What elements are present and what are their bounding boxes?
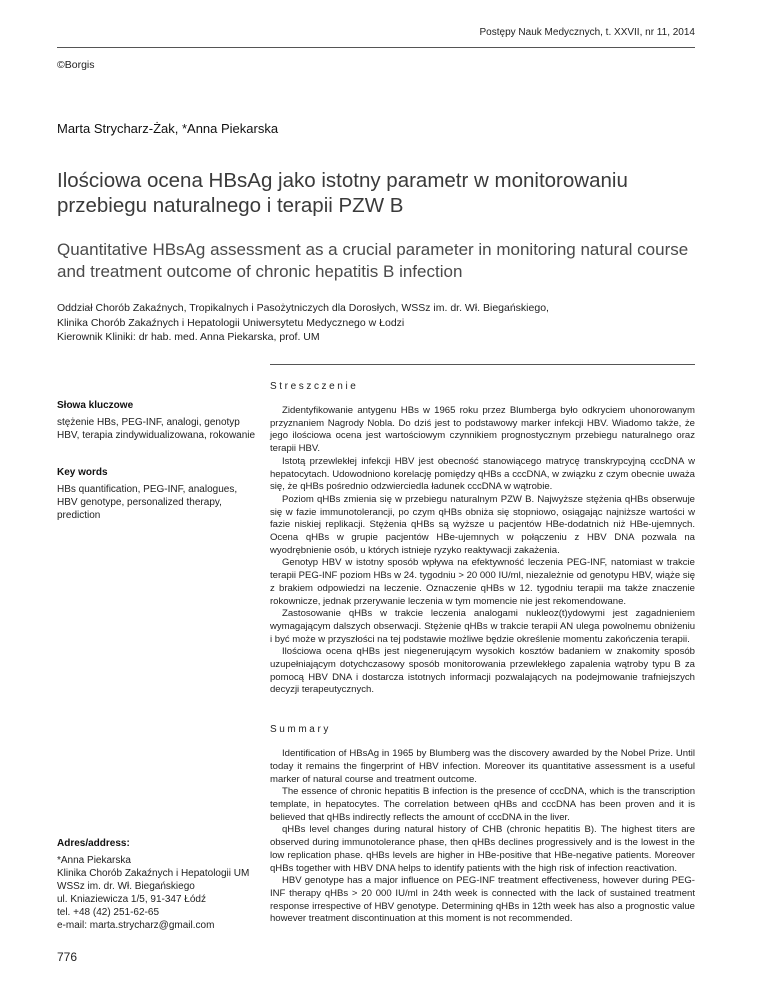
keywords-pl: stężenie HBs, PEG-INF, analogi, genotyp HBV, terapia zindywidualizowana, rokowanie [57, 417, 256, 441]
streszczenie-paragraph: Poziom qHBs zmienia się w przebiegu naturalnym PZW B. Najwyższe stężenia qHBs obserwuje się w fazie immunotolerancji, po czym qHBs obniża się stopniowo, osiągając najniższe wartości w fazie niskiej replikacji. Stężenia qHBs są wyższe u pacjentów HBe-dodatnich niż HBe-ujemnych. Ocena qHBs w grupie pacjentów HBe-ujemnych w połączeniu z HBV DNA pozwala na wyodrębnienie osób, u których istnieje ryzyko reaktywacji zakażenia. [270, 493, 695, 556]
summary-section [270, 724, 695, 926]
affiliation-line: Kierownik Kliniki: dr hab. med. Anna Piekarska, prof. UM [57, 331, 320, 343]
address-line: *Anna Piekarska [57, 855, 131, 866]
streszczenie-paragraph: Zastosowanie qHBs w trakcie leczenia analogami nukleoz(t)ydowymi jest zagadnieniem wymagającym dalszych obserwacji. Stężenie qHBs w trakcie terapii AN ulega powolnemu obniżeniu i być może w przyszłości na tej podstawie możliwe będzie określenie momentu zakończenia terapii. [270, 608, 695, 645]
title-polish: Ilościowa ocena HBsAg jako istotny parametr w monitorowaniu przebiegu naturalnego i terapii PZW B [57, 169, 628, 217]
address-line: Klinika Chorób Zakaźnych i Hepatologii UM [57, 868, 250, 879]
streszczenie-paragraph: Istotą przewlekłej infekcji HBV jest obecność stanowiącego matrycę transkrypcyjną cccDNA w hepatocytach. Udowodniono korelację pomiędzy qHBs a cccDNA, w związku z czym obecnie uważa się, że qHBs pośrednio odzwierciedla ładunek cccDNA w wątrobie. [270, 455, 695, 493]
address-email: e-mail: marta.strycharz@gmail.com [57, 920, 215, 931]
keywords-en: HBs quantification, PEG-INF, analogues, HBV genotype, personalized therapy, prediction [57, 484, 238, 521]
affiliation [57, 301, 717, 345]
summary-paragraph: qHBs level changes during natural history of CHB (chronic hepatitis B). The highest titers are observed during immunotolerance phase, then qHBs declines progressively and is the lowest in the low replication phase. qHBs levels are higher in HBe-positive that HBe-negative patients. Moreover qHBs together with HBV DNA helps to identify patients with the high risk of infection reactivation. [270, 824, 695, 874]
address-line: WSSz im. dr. Wł. Biegańskiego [57, 881, 195, 892]
address-line: ul. Kniaziewicza 1/5, 91-347 Łódź [57, 894, 206, 905]
affiliation-line: Klinika Chorób Zakaźnych i Hepatologii Uniwersytetu Medycznego w Łodzi [57, 316, 405, 329]
correspondence-address [57, 838, 267, 932]
keywords-pl-heading: Słowa kluczowe [57, 400, 134, 411]
address-heading: Adres/address: [57, 838, 130, 849]
summary-paragraph: HBV genotype has a major influence on PEG-INF treatment effectiveness, however during PEG-INF therapy qHBs > 20 000 IU/ml in 24th week is connected with the lack of sustained treatment response irrespective of HBV genotype. Determining qHBs in 12th week has also a prognostic value however treatment discontinuation at this moment is not recommended. [270, 875, 695, 925]
streszczenie-paragraph: Zidentyfikowanie antygenu HBs w 1965 roku przez Blumberga było odkryciem uhonorowanym przyznaniem Nagrody Nobla. Do dziś jest to podstawowy marker infekcji HBV. Wiadomo także, że jego ilościowa ocena jest wartościowym czynnikiem prognostycznym przebiegu naturalnego oraz terapii HBV. [270, 405, 695, 455]
keywords-en-heading: Key words [57, 467, 108, 478]
summary-heading: Summary [270, 724, 331, 736]
title-english: Quantitative HBsAg assessment as a crucial parameter in monitoring natural course and treatment outcome of chronic hepatitis B infection [57, 240, 689, 281]
header-rule [57, 47, 695, 48]
streszczenie-section [270, 381, 695, 697]
affiliation-line: Oddział Chorób Zakaźnych, Tropikalnych i Pasożytniczych dla Dorosłych, WSSz im. dr. Wł. Biegańskiego, [57, 302, 549, 314]
streszczenie-paragraph: Ilościowa ocena qHBs jest niegenerującym wysokich kosztów badaniem w znakomity sposób uzupełniającym dotychczasowy sposób monitorowania przewlekłego zapalenia wątroby typu B za pomocą HBV DNA i dostarcza istotnych informacji pozwalających na podejmowanie trafniejszych decyzji terapeutycznych. [270, 646, 695, 696]
abstract-column [270, 381, 695, 926]
publisher-mark: ©Borgis [57, 59, 95, 71]
authors: Marta Strycharz-Żak, *Anna Piekarska [57, 121, 279, 136]
journal-citation: Postępy Nauk Medycznych, t. XXVII, nr 11, 2014 [479, 27, 695, 38]
summary-paragraph: The essence of chronic hepatitis B infection is the presence of cccDNA, which is the transcription template, in hepatocytes. The correlation between qHBs and cccDNA has been proven and it is believed that qHBs indirectly reflects the amount of cccDNA in the liver. [270, 786, 695, 823]
keywords-sidebar [57, 400, 257, 522]
page-number: 776 [57, 950, 78, 964]
summary-paragraph: Identification of HBsAg in 1965 by Blumberg was the discovery awarded by the Nobel Prize. Until today it remains the fingerprint of HBV infection. Moreover its quantitative assessment is a useful marker of natural course and treatment outcome. [270, 748, 695, 785]
streszczenie-paragraph: Genotyp HBV w istotny sposób wpływa na efektywność leczenia PEG-INF, natomiast w trakcie terapii PEG-INF poziom HBs w 24. tygodniu > 20 000 IU/ml, niezależnie od genotypu HBV, wiąże się z brakiem odpowiedzi na leczenie. Oznaczenie qHBs w 12. tygodniu terapii ma także znaczenie rokownicze, jednak przerywanie leczenia w tym momencie nie jest rekomendowane. [270, 557, 695, 607]
address-line: tel. +48 (42) 251-62-65 [57, 907, 160, 918]
streszczenie-heading: Streszczenie [270, 381, 359, 392]
section-rule [270, 364, 695, 365]
